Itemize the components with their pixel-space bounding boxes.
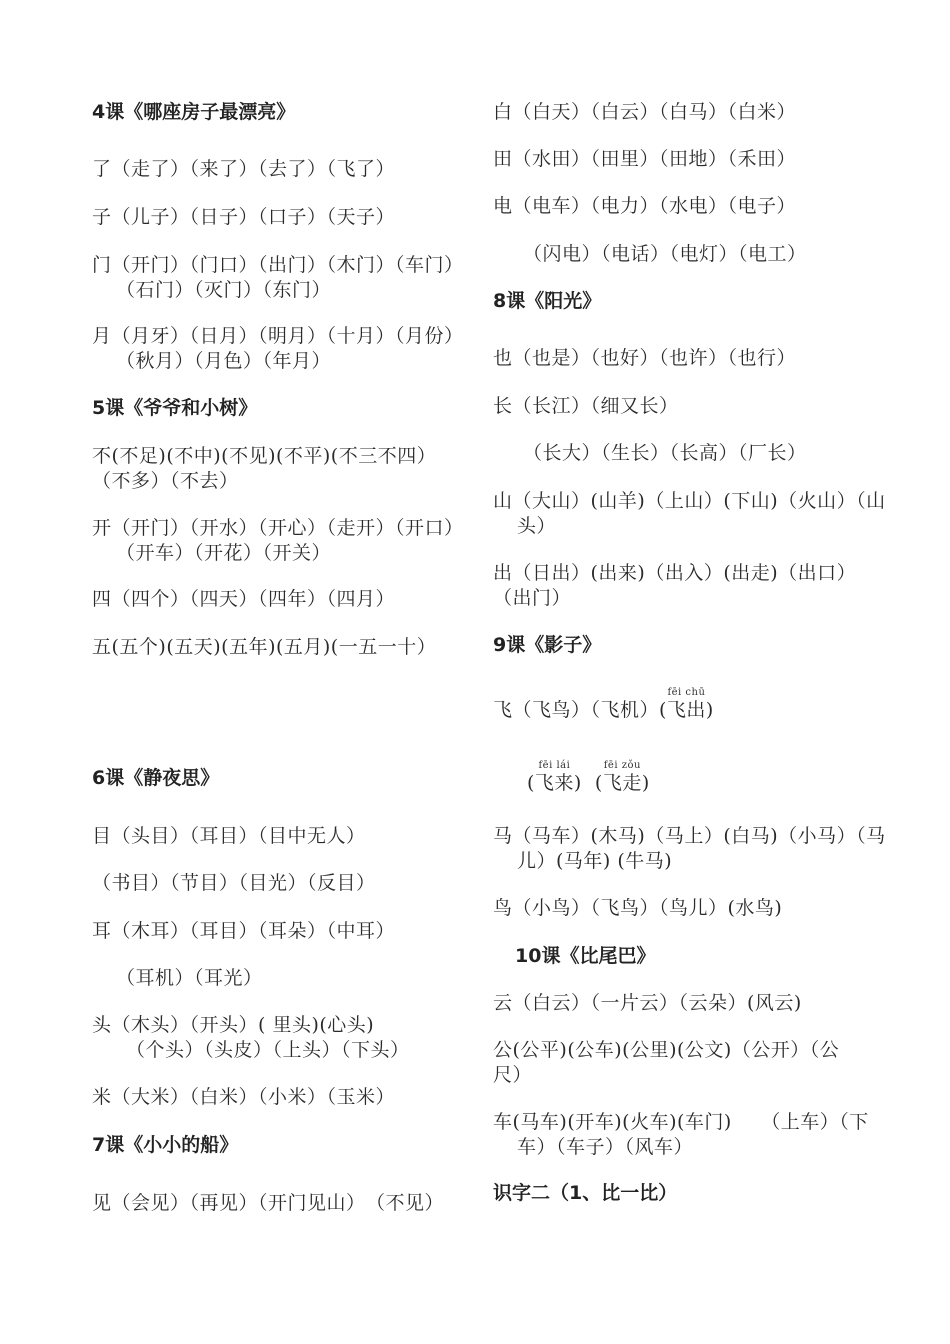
literacy-2-heading: 识字二（1、比一比） [493,1182,678,1204]
word-entry: 白（白天）（白云）（白马）（白米） [493,101,797,123]
lesson-5-heading: 5课《爷爷和小树》 [92,397,258,419]
lesson-8-heading: 8课《阳光》 [493,290,602,312]
word-entry: 了（走了）（来了）（去了）（飞了） [92,158,396,180]
word-entry: （耳机）（耳光） [116,967,263,989]
word-entry: 长（长江）（细又长） [493,395,679,417]
word-text: (飞走) [594,772,650,794]
word-entry: 也（也是）（也好）（也许）（也行） [493,347,797,369]
word-entry: 云（白云）（一片云）（云朵）(风云) [493,992,802,1014]
word-entry: （闪电）（电话）（电灯）（电工） [523,243,807,265]
word-entry: 月（月牙）（日月）（明月）（十月）（月份）（秋月）（月色）（年月） [92,325,464,372]
lesson-4-heading: 4课《哪座房子最漂亮》 [92,101,296,123]
word-entry: 马（马车）(木马)（马上）(白马)（小马）（马儿）(马年) (牛马) [493,825,886,872]
word-text: 飞（飞鸟）（飞机） [493,699,660,721]
word-entry: 见（会见）（再见）（开门见山） （不见） [92,1192,445,1214]
word-entry: 目（头目）（耳目）（目中无人） [92,825,366,847]
pinyin-annotated-word [659,688,714,723]
word-entry: 不(不足)(不中)(不见)(不平)(不三不四）（不多）（不去） [92,445,437,492]
word-entry: 车(马车)(开车)(火车)(车门) （上车）（下车）（车子）（风车） [493,1111,869,1158]
word-entry: 出（日出）(出来)（出入）(出走)（出口）（出门） [493,562,857,609]
word-entry: 山（大山）(山羊)（上山）(下山)（火山）（山头） [493,490,886,537]
word-text: (飞出) [659,699,714,721]
lesson-10-heading: 10课《比尾巴》 [515,945,656,967]
lesson-9-heading: 9课《影子》 [493,634,602,656]
word-entry: 公(公平)(公车)(公里)(公文)（公开）（公尺） [493,1039,840,1086]
word-entry: 头（木头）（开头）( 里头)(心头) [92,1014,375,1036]
lesson-7-heading: 7课《小小的船》 [92,1134,239,1156]
word-entry: 子（儿子）（日子）（口子）（天子） [92,206,396,228]
word-entry: 耳（木耳）（耳目）（耳朵）（中耳） [92,920,396,942]
word-entry: （个头）（头皮）（上头）（下头） [126,1039,410,1061]
word-entry-with-pinyin [493,761,897,796]
word-entry: （长大）（生长）（长高）（厂长） [523,442,807,464]
lesson-6-heading: 6课《静夜思》 [92,767,220,789]
word-entry: 四（四个）（四天）（四年）（四月） [92,588,396,610]
word-entry: 鸟（小鸟）（飞鸟）（鸟儿）(水鸟) [493,897,783,919]
pinyin-label: fēi chū [667,687,706,698]
word-entry: 五(五个)(五天)(五年)(五月)(一五一十） [92,636,437,658]
word-entry: 门（开门）（门口）（出门）（木门）（车门）（石门）（灭门）（东门） [92,254,464,301]
pinyin-label: fēi lái [538,760,571,771]
pinyin-annotated-word [595,761,650,796]
word-entry: （书目）（节目）（目光）（反目） [92,872,376,894]
word-entry: 开（开门）（开水）（开心）（走开）（开口）（开车）（开花）（开关） [92,517,464,564]
pinyin-label: fēi zǒu [603,760,641,771]
word-entry: 电（电车）（电力）（水电）（电子） [493,195,797,217]
word-entry-with-pinyin [493,688,863,723]
pinyin-annotated-word [527,761,582,796]
word-entry: 米（大米）（白米）（小米）（玉米） [92,1086,396,1108]
word-entry: 田（水田）（田里）（田地）（禾田） [493,148,797,170]
word-text: (飞来) [527,772,582,794]
